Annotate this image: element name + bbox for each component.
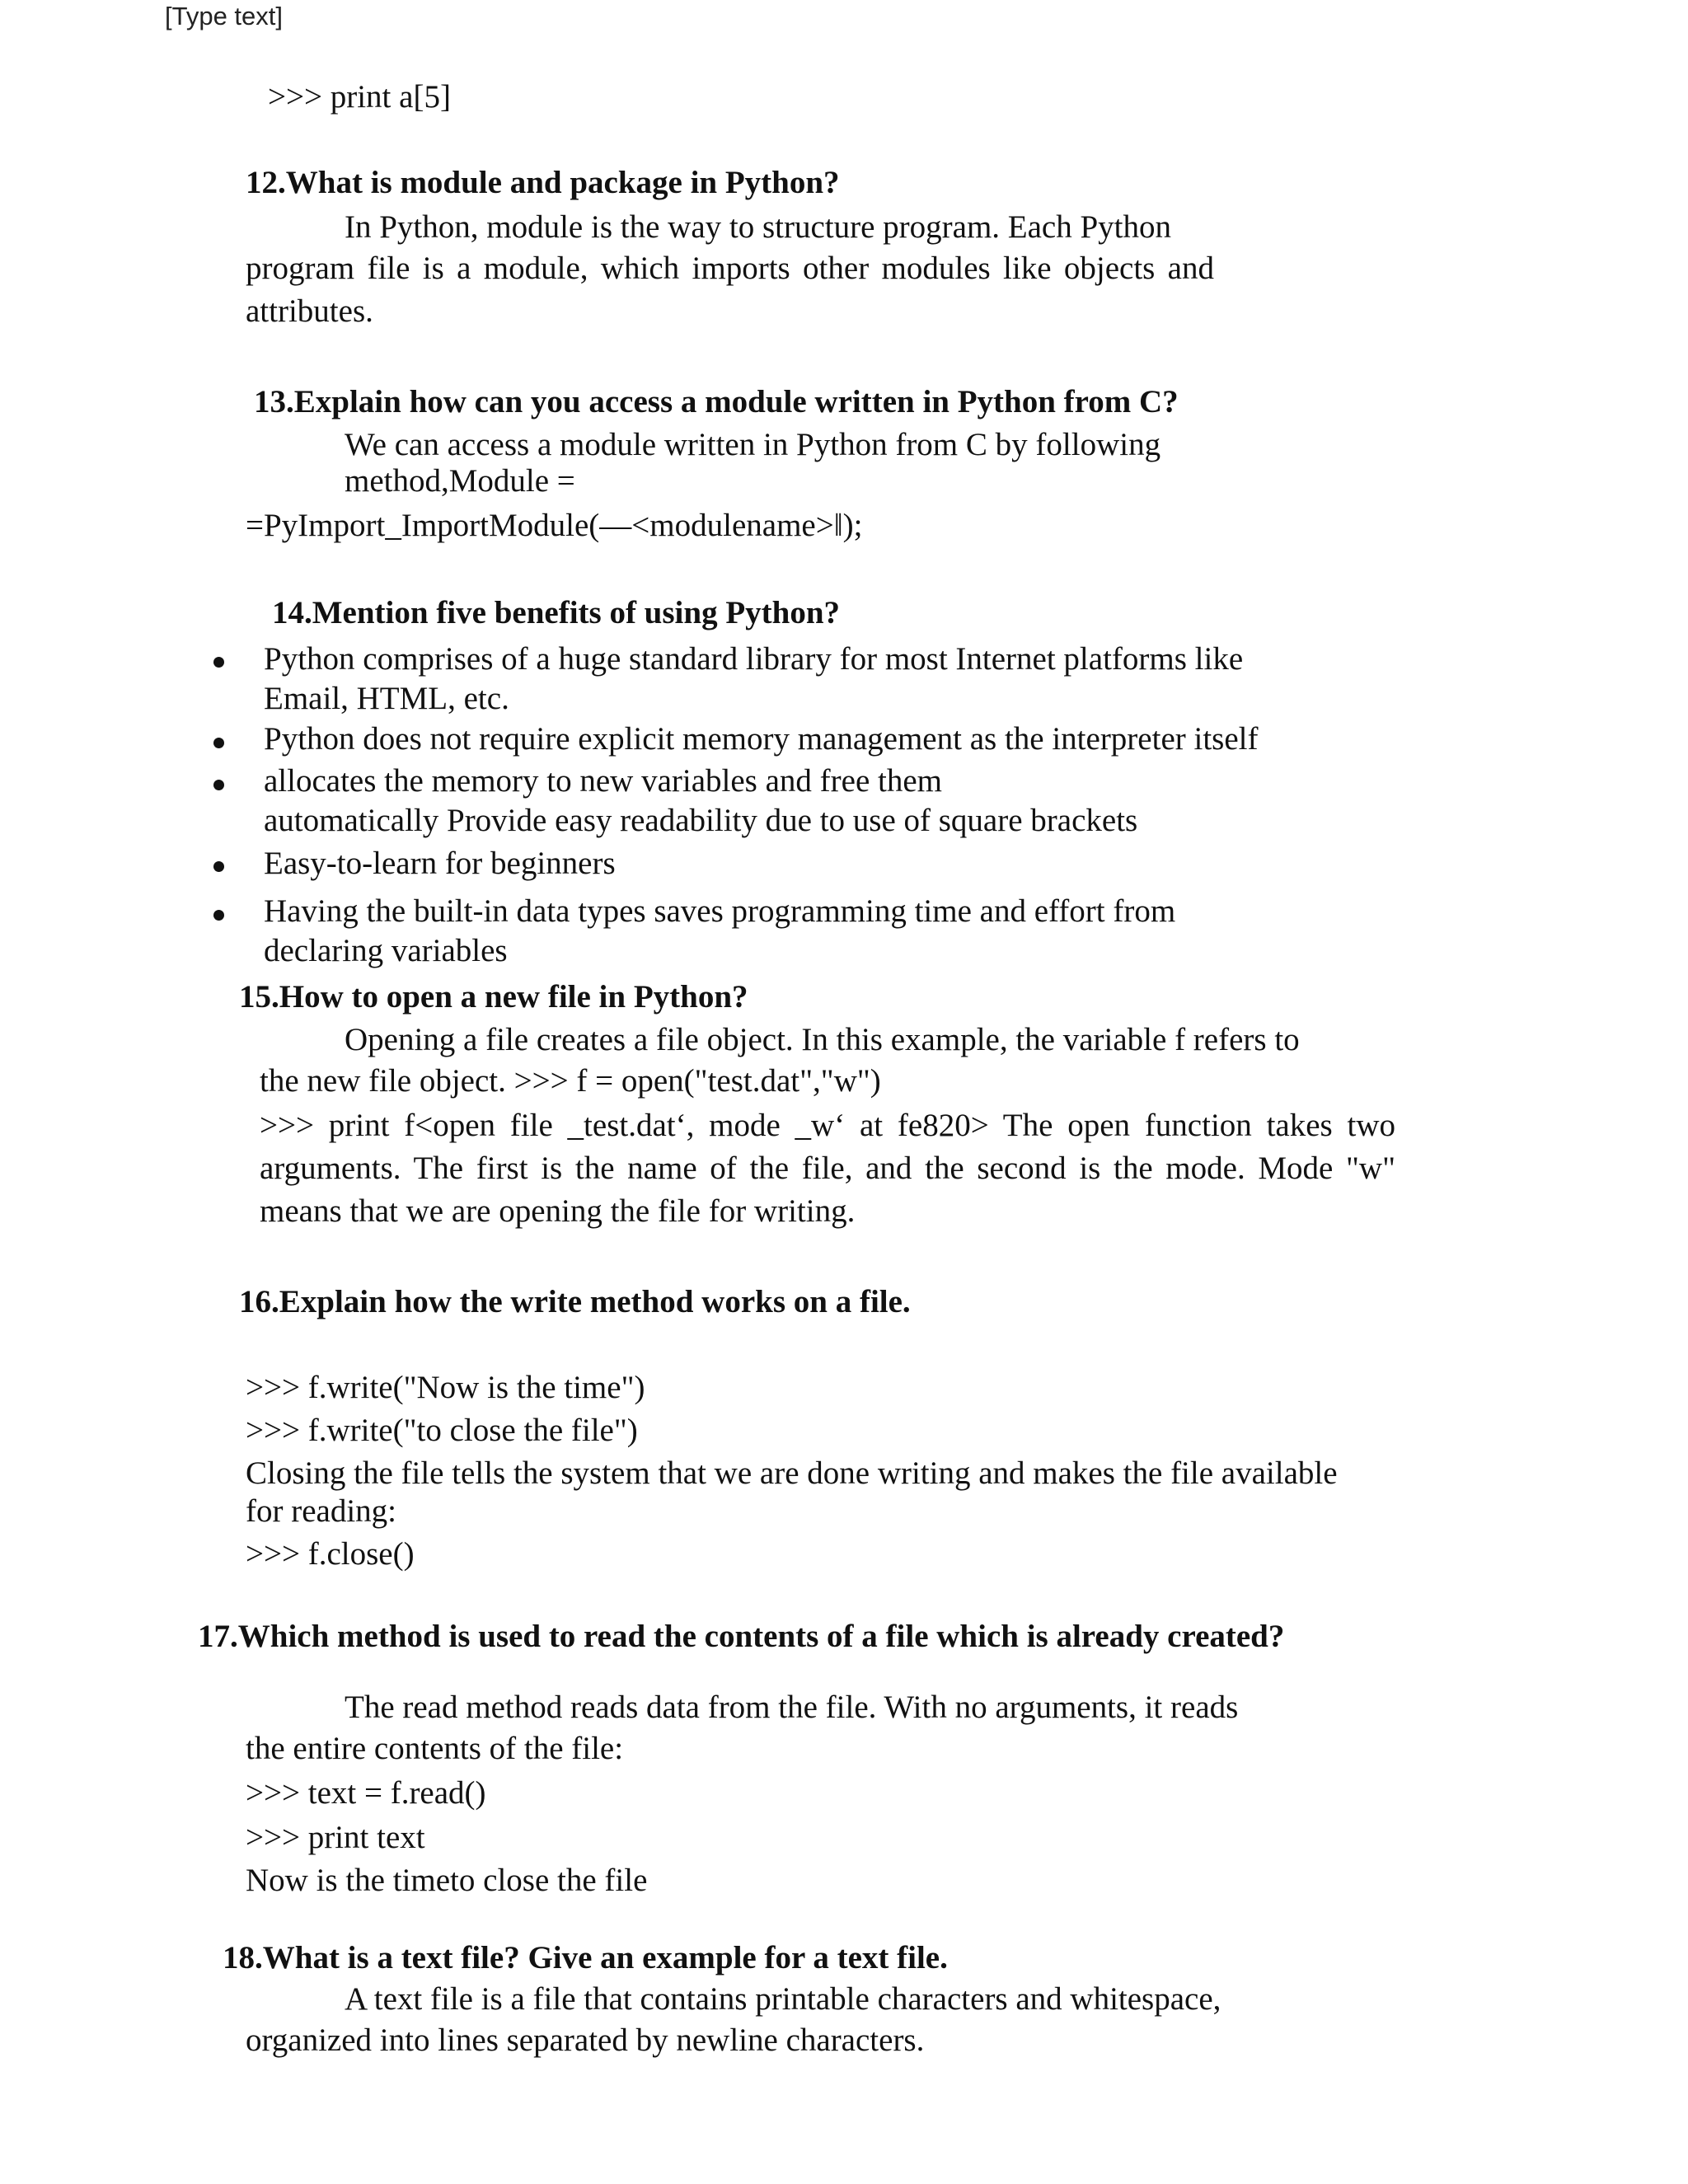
bullet-icon <box>213 910 224 921</box>
question-13-heading: 13.Explain how can you access a module written in Python from C? <box>254 384 1179 419</box>
answer-line: Now is the timeto close the file <box>246 1863 648 1898</box>
question-17-heading: 17.Which method is used to read the contents of a file which is already created? <box>198 1619 1285 1654</box>
question-15-heading: 15.How to open a new file in Python? <box>239 979 748 1015</box>
code-line: >>> f.write("Now is the time") <box>246 1370 645 1405</box>
answer-line: for reading: <box>246 1493 397 1529</box>
list-item: automatically Provide easy readability due to use of square brackets <box>264 803 1138 838</box>
code-line: >>> print a[5] <box>268 79 451 115</box>
code-line: >>> f.close() <box>246 1536 415 1572</box>
code-line: >>> print text <box>246 1820 425 1855</box>
list-item: Email, HTML, etc. <box>264 681 509 716</box>
answer-line: the entire contents of the file: <box>246 1731 624 1766</box>
list-item: Python comprises of a huge standard library for most Internet platforms like <box>264 641 1244 677</box>
bullet-icon <box>213 657 224 668</box>
answer-line: A text file is a file that contains printable characters and whitespace, <box>345 1981 1221 2017</box>
answer-line: Opening a file creates a file object. In this example, the variable f refers to <box>345 1022 1300 1057</box>
answer-line: Closing the file tells the system that we are done writing and makes the file available <box>246 1455 1338 1491</box>
answer-line: organized into lines separated by newline characters. <box>246 2022 925 2058</box>
page-header: [Type text] <box>165 2 284 30</box>
answer-line: program file is a module, which imports other modules like objects and <box>246 251 1214 286</box>
answer-line: method,Module = <box>345 463 575 499</box>
answer-line: means that we are opening the file for writing. <box>260 1193 856 1229</box>
bullet-icon <box>213 738 224 748</box>
code-line: >>> f.write("to close the file") <box>246 1413 638 1448</box>
answer-line: the new file object. >>> f = open("test.dat","w") <box>260 1063 881 1099</box>
list-item: Python does not require explicit memory management as the interpreter itself <box>264 721 1259 757</box>
answer-line: >>> print f<open file _test.dat‘, mode _w‘ at fe820> The open function takes two <box>260 1108 1395 1143</box>
answer-line: arguments. The first is the name of the file, and the second is the mode. Mode "w" <box>260 1151 1395 1186</box>
answer-line: =PyImport_ImportModule(—<modulename>‖); <box>246 508 863 543</box>
answer-line: We can access a module written in Python from C by following <box>345 427 1161 462</box>
question-14-heading: 14.Mention five benefits of using Python? <box>272 595 841 630</box>
list-item: declaring variables <box>264 933 508 968</box>
question-16-heading: 16.Explain how the write method works on a file. <box>239 1284 911 1319</box>
list-item: allocates the memory to new variables and free them <box>264 763 942 799</box>
question-18-heading: 18.What is a text file? Give an example for a text file. <box>223 1940 948 1975</box>
answer-line: In Python, module is the way to structure program. Each Python <box>345 209 1171 245</box>
code-line: >>> text = f.read() <box>246 1775 486 1811</box>
bullet-icon <box>213 861 224 872</box>
answer-line: attributes. <box>246 293 373 329</box>
list-item: Having the built-in data types saves programming time and effort from <box>264 893 1176 929</box>
question-12-heading: 12.What is module and package in Python? <box>246 165 840 200</box>
bullet-icon <box>213 780 224 790</box>
list-item: Easy-to-learn for beginners <box>264 846 616 881</box>
answer-line: The read method reads data from the file. With no arguments, it reads <box>345 1690 1239 1725</box>
